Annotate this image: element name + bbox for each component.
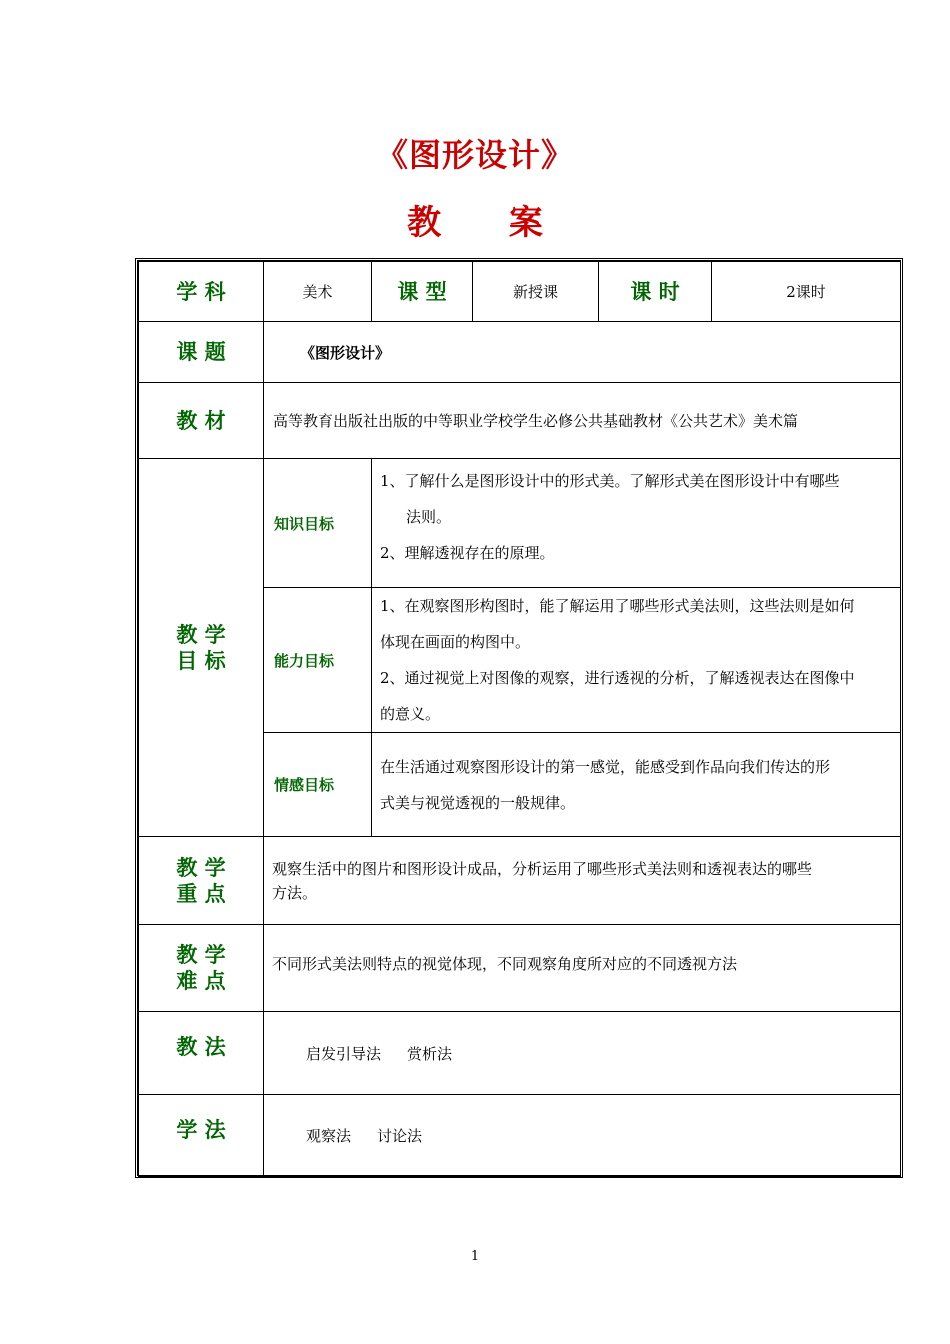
knowledge-line-1: 1、了解什么是图形设计中的形式美。了解形式美在图形设计中有哪些 (380, 472, 840, 490)
knowledge-objective-label: 知识目标 (264, 459, 372, 588)
ability-line-3: 2、通过视觉上对图像的观察，进行透视的分析，了解透视表达在图像中 (380, 669, 855, 687)
key-points-line-1: 观察生活中的图片和图形设计成品，分析运用了哪些形式美法则和透视表达的哪些 (272, 859, 813, 878)
knowledge-objective-text (372, 459, 901, 588)
learning-method-2: 讨论法 (377, 1127, 423, 1145)
objectives-label-line1: 教 学 (176, 621, 226, 647)
type-value: 新授课 (473, 262, 599, 322)
key-points-text (264, 837, 901, 925)
emotion-objective-text (372, 733, 901, 837)
row-teaching-methods (139, 1012, 901, 1095)
ability-line-2: 体现在画面的构图中。 (380, 633, 531, 651)
knowledge-line-2: 法则。 (406, 508, 452, 526)
subject-value: 美术 (264, 262, 372, 322)
key-points-label-line1: 教 学 (176, 854, 226, 880)
difficulties-label (139, 925, 264, 1012)
document-subtitle: 教 案 (407, 203, 571, 243)
teaching-methods-value (264, 1012, 901, 1095)
hours-value: 2课时 (712, 262, 901, 322)
topic-label: 课 题 (139, 322, 264, 383)
difficulties-label-line1: 教 学 (176, 942, 226, 967)
row-knowledge-objective (139, 459, 901, 588)
difficulties-text: 不同形式美法则特点的视觉体现，不同观察角度所对应的不同透视方法 (264, 925, 901, 1012)
ability-objective-label: 能力目标 (264, 588, 372, 733)
row-learning-methods (139, 1095, 901, 1177)
row-difficulties (139, 925, 901, 1012)
key-points-label (139, 837, 264, 925)
teaching-method-1: 启发引导法 (306, 1044, 382, 1063)
key-points-line-2: 方法。 (272, 883, 318, 902)
ability-objective-text (372, 588, 901, 733)
teaching-methods-label: 教 法 (139, 1012, 264, 1095)
page-number: 1 (470, 1249, 480, 1264)
emotion-line-1: 在生活通过观察图形设计的第一感觉，能感受到作品向我们传达的形 (380, 757, 831, 776)
teaching-method-2: 赏析法 (407, 1044, 453, 1063)
emotion-line-2: 式美与视觉透视的一般规律。 (380, 793, 576, 812)
learning-method-1: 观察法 (306, 1127, 352, 1145)
topic-value: 《图形设计》 (264, 322, 901, 383)
row-key-points (139, 837, 901, 925)
objectives-label (139, 459, 264, 837)
row-topic (139, 322, 901, 383)
subject-label: 学 科 (139, 262, 264, 322)
document-title: 《图形设计》 (375, 136, 574, 174)
textbook-value: 高等教育出版社出版的中等职业学校学生必修公共基础教材《公共艺术》美术篇 (264, 383, 901, 459)
difficulties-label-line2: 难 点 (176, 968, 226, 993)
knowledge-line-3: 2、理解透视存在的原理。 (380, 544, 555, 562)
ability-line-1: 1、在观察图形构图时，能了解运用了哪些形式美法则，这些法则是如何 (380, 597, 855, 615)
lesson-plan-table (138, 261, 901, 1177)
row-textbook (139, 383, 901, 459)
textbook-label: 教 材 (139, 383, 264, 459)
type-label: 课 型 (372, 262, 473, 322)
key-points-label-line2: 重 点 (176, 880, 226, 906)
ability-line-4: 的意义。 (380, 705, 441, 723)
emotion-objective-label: 情感目标 (264, 733, 372, 837)
row-basic-info (139, 262, 901, 322)
learning-methods-label: 学 法 (139, 1095, 264, 1177)
hours-label: 课 时 (599, 262, 712, 322)
objectives-label-line2: 目 标 (176, 647, 226, 673)
learning-methods-value (264, 1095, 901, 1177)
